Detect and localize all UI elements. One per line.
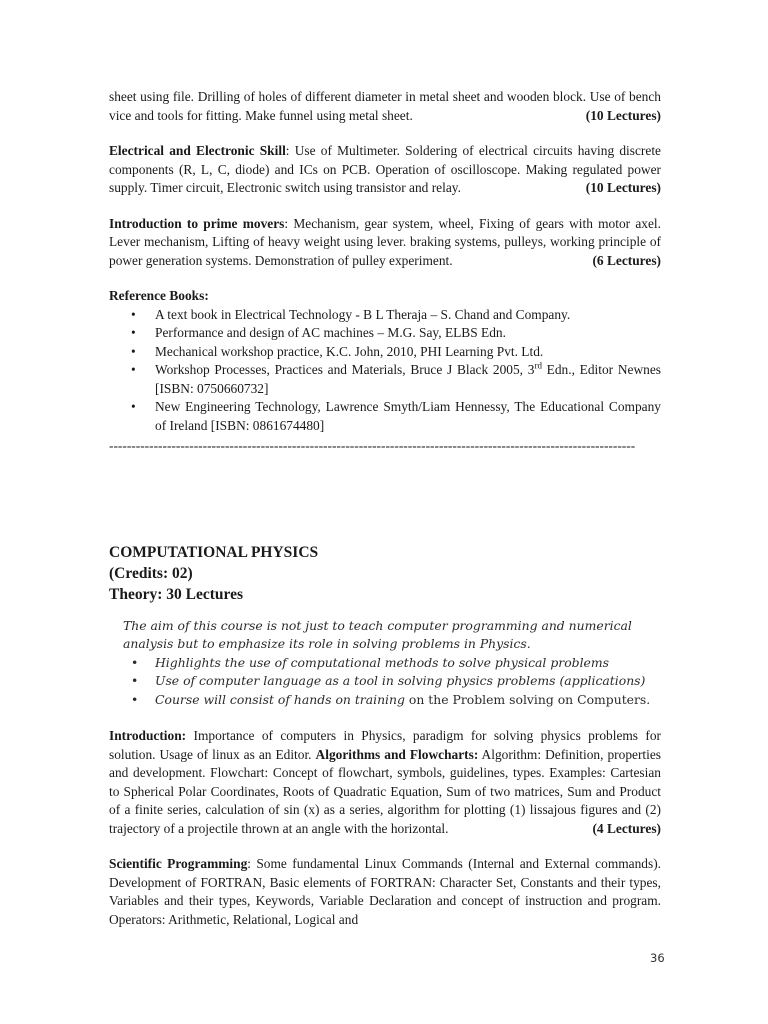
introduction-paragraph <box>109 727 661 838</box>
superscript: rd <box>534 360 542 371</box>
aim-text-part: on the Problem solving on Computers <box>408 691 647 707</box>
section-body: Algorithm: Definition, properties and development. Flowchart: Concept of flowchart, symbols, guidelines, types. Examples: Cartesian to Spherical Polar Coordinates, Roots of Quadratic Equation, Sum of two matrices, Sum and Product of a finite series, calculation of sin (x) as a series, algorithm for plotting (1) lissajous figures and (2) trajectory of a projectile thrown at an angle with the horizontal. <box>109 746 662 836</box>
reference-item: • Performance and design of AC machines – M.G. Say, ELBS Edn. <box>109 324 661 343</box>
section-heading: Introduction to prime movers <box>109 215 285 231</box>
reference-item: • New Engineering Technology, Lawrence Smyth/Liam Hennessy, The Educational Company of Ireland [ISBN: 0861674480] <box>109 398 661 435</box>
lectures-count: (6 Lectures) <box>592 252 661 268</box>
prime-movers-paragraph <box>109 215 661 271</box>
aim-text-part: Course will consist of hands on training <box>155 691 409 707</box>
reference-text: Workshop Processes, Practices and Materials, Bruce J Black 2005, 3 <box>155 362 535 377</box>
lectures-count: (4 Lectures) <box>592 820 661 836</box>
section-heading: Algorithms and Flowcharts: <box>315 746 479 762</box>
reference-item <box>109 361 661 398</box>
aim-item: • Use of computer language as a tool in solving physics problems (applications) <box>123 672 661 691</box>
course-theory: Theory: 30 Lectures <box>109 585 244 603</box>
electrical-paragraph <box>109 142 661 198</box>
scientific-programming-paragraph <box>109 855 661 929</box>
course-credits: (Credits: 02) <box>109 564 193 582</box>
aim-item <box>123 691 661 710</box>
reference-books <box>109 287 661 456</box>
page-number: 36 <box>650 951 665 965</box>
document-page <box>109 88 661 929</box>
section-body: : Some fundamental Linux Commands (Internal and External commands). Development of FORTRAN, Basic elements of FORTRAN: Character Set, Constants and their types, Variables and their types, Keywords, Variable Declaration and concept of instruction and program. Operators: Arithmetic, Relational, Logical and <box>109 856 662 927</box>
reference-heading: Reference Books: <box>109 288 209 303</box>
aim-text: The aim of this course is not just to teach computer programming and numerical analysis but to emphasize its role in solving problems in Physics. <box>123 617 632 651</box>
lectures-count: (10 Lectures) <box>585 107 661 123</box>
section-body: : Mechanism, gear system, wheel, Fixing of gears with motor axel. Lever mechanism, Lifting of heavy weight using lever. braking systems, pulleys, working principle of power generation systems. Demonstration of pulley experiment. <box>109 215 661 268</box>
section-heading: Scientific Programming <box>109 856 248 871</box>
aim-list <box>123 654 661 710</box>
divider-line: ---------------------------------------------------------------------------------------------------------------------- <box>109 438 636 453</box>
course-aim <box>123 617 661 710</box>
workshop-paragraph <box>109 88 661 125</box>
reference-item: • Mechanical workshop practice, K.C. John, 2010, PHI Learning Pvt. Ltd. <box>109 343 661 362</box>
course-title: COMPUTATIONAL PHYSICS <box>109 543 319 561</box>
course-title-block <box>109 542 661 605</box>
lectures-count: (10 Lectures) <box>585 180 661 195</box>
section-heading: Electrical and Electronic Skill <box>109 143 286 158</box>
section-body: Importance of computers in Physics, paradigm for solving physics problems for solution. Usage of linux as an Editor. <box>109 728 661 762</box>
workshop-text: sheet using file. Drilling of holes of different diameter in metal sheet and wooden block. Use of bench vice and tools for fitting. Make funnel using metal sheet. <box>109 89 661 123</box>
section-heading: Introduction: <box>109 728 187 743</box>
reference-list <box>109 306 661 436</box>
section-body: : Use of Multimeter. Soldering of electrical circuits having discrete components (R, L, C, diode) and ICs on PCB. Operation of oscilloscope. Making regulated power supply. Timer circuit, Electronic switch using transistor and relay. <box>109 143 661 195</box>
reference-item: • A text book in Electrical Technology - B L Theraja – S. Chand and Company. <box>109 306 661 325</box>
aim-item: • Highlights the use of computational methods to solve physical problems <box>123 654 661 673</box>
reference-text: Edn., Editor Newnes [ISBN: 0750660732] <box>155 362 661 396</box>
aim-text-part: . <box>646 691 651 707</box>
